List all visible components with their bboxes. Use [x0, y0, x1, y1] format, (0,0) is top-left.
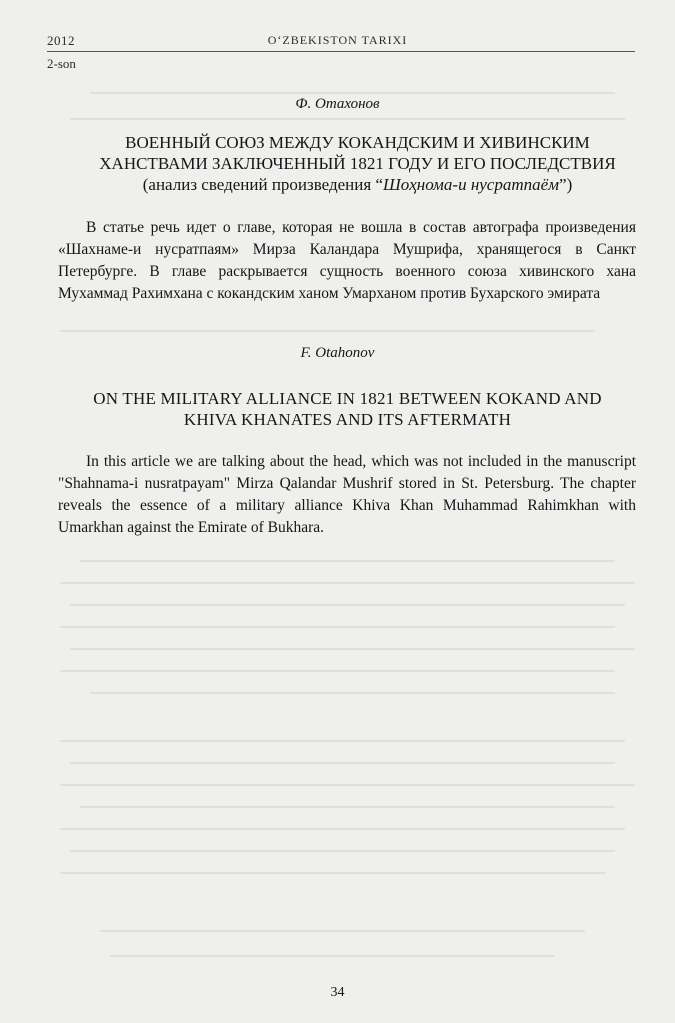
title-ru	[70, 132, 645, 195]
abstract-en	[58, 451, 636, 539]
header-year: 2012	[47, 33, 75, 48]
subtitle-ru-prefix: (анализ сведений произведения “	[142, 175, 383, 194]
subtitle-ru-suffix: ”)	[559, 175, 573, 194]
header-rule	[47, 51, 635, 52]
title-en-line-2: KHIVA KHANATES AND ITS AFTERMATH	[183, 410, 512, 429]
title-ru-line-1: ВОЕННЫЙ СОЮЗ МЕЖДУ КОКАНДСКИМ И ХИВИНСКИМ	[125, 133, 590, 152]
abstract-ru-text: В статье речь идет о главе, которая не вошла в состав автографа произведения «Шахнаме-и нусратпаям» Мирза Каландара Мушрифа, хранящегося в Санкт Петербурге. В главе раскрывается сущность военного союза хивинского хана Мухаммад Рахимхана с кокандским ханом Умарханом против Бухарского эмирата	[58, 219, 636, 302]
title-ru-line-2: ХАНСТВАМИ ЗАКЛЮЧЕННЫЙ 1821 ГОДУ И ЕГО ПОСЛЕДСТВИЯ	[99, 154, 616, 173]
abstract-ru	[58, 217, 636, 305]
abstract-en-text: In this article we are talking about the head, which was not included in the manuscript "Shahnama-i nusratpayam" Mirza Qalandar Mushrif stored in St. Petersburg. The chapter reveals the essence of a military alliance Khiva Khan Muhammad Rahimkhan with Umarkhan against the Emirate of Bukhara.	[58, 453, 636, 536]
page-number: 34	[330, 985, 345, 1000]
author-ru: Ф. Отахонов	[295, 96, 380, 112]
subtitle-ru-work: Шоҳнома-и нусратпаём	[383, 175, 560, 194]
title-en-line-1: ON THE MILITARY ALLIANCE IN 1821 BETWEEN KOKAND AND	[93, 389, 602, 408]
header-issue: 2-son	[47, 56, 76, 71]
author-en: F. Otahonov	[300, 345, 375, 361]
title-en	[55, 388, 640, 430]
header-journal-title: O‘ZBEKISTON TARIXI	[267, 33, 408, 47]
subtitle-ru	[70, 174, 645, 195]
